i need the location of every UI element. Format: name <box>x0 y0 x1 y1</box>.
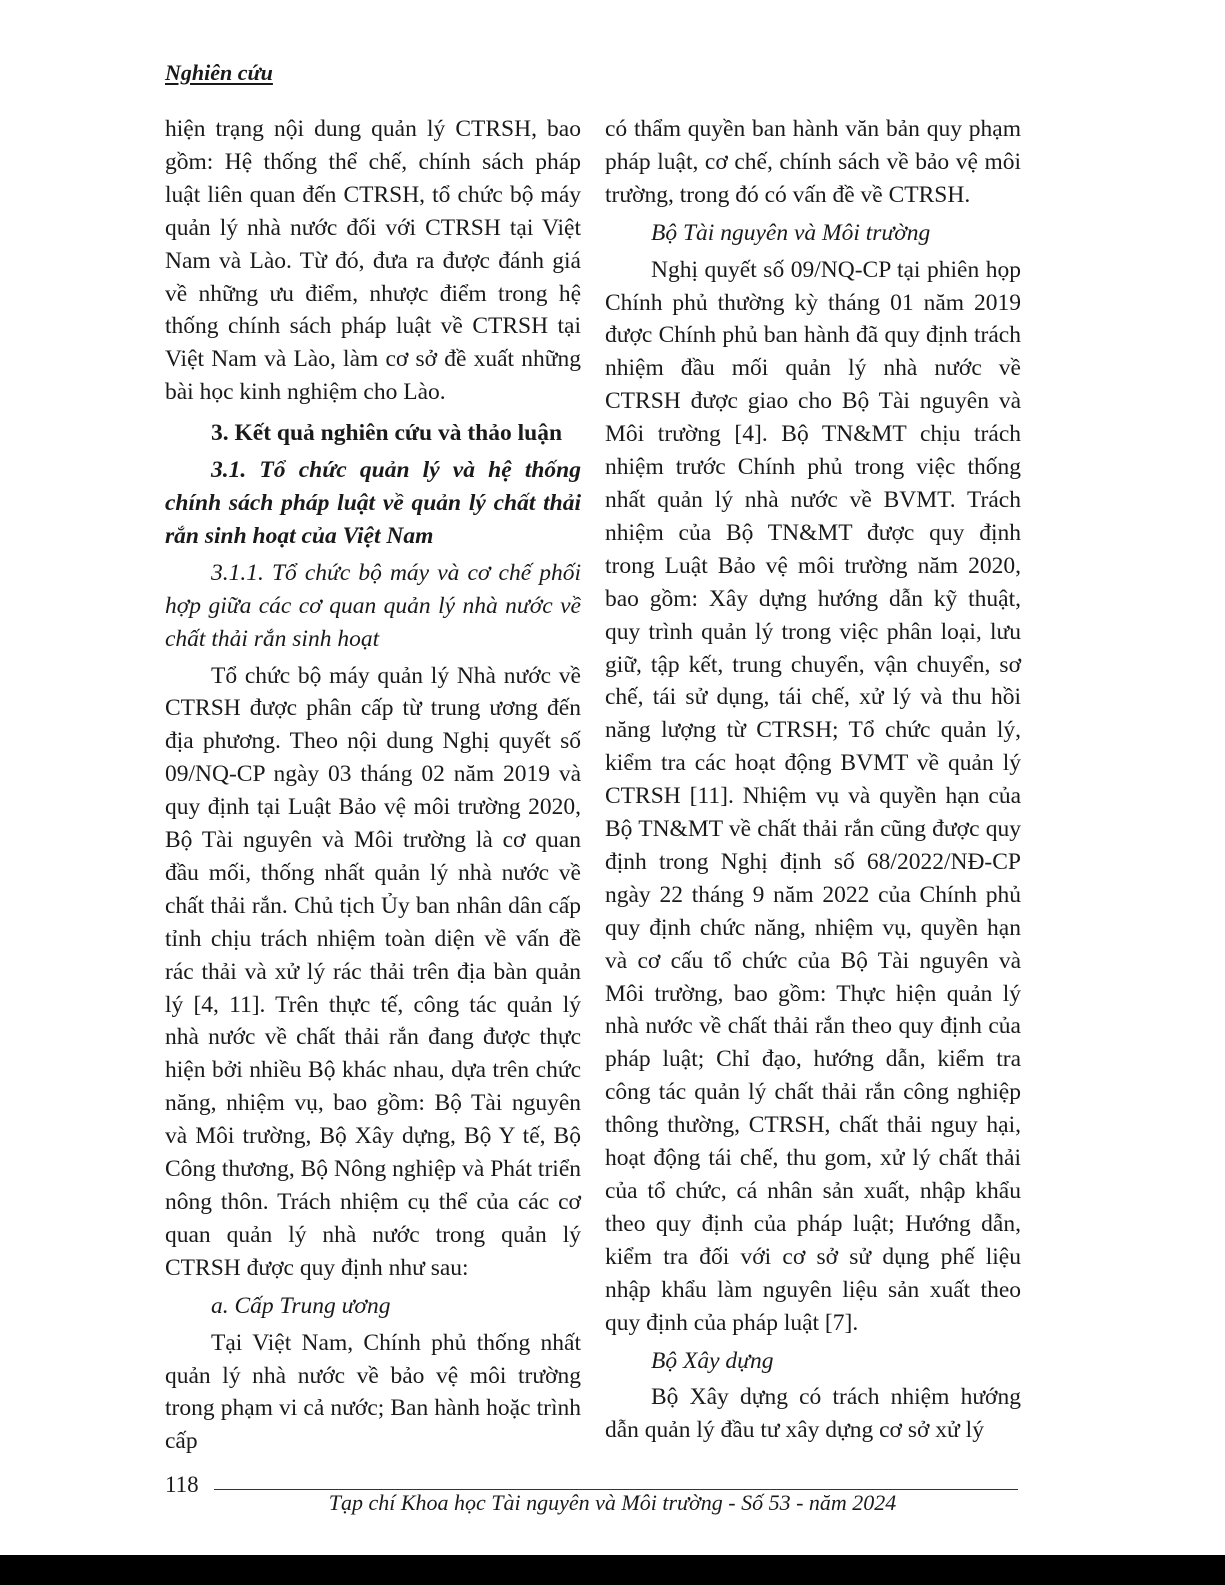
heading-3-1-1: 3.1.1. Tổ chức bộ máy và cơ chế phối hợp giữa các cơ quan quản lý nhà nước về chất thải rắn sinh hoạt <box>165 559 581 652</box>
page-number: 118 <box>165 1472 199 1497</box>
paragraph-organization: Tổ chức bộ máy quản lý Nhà nước về CTRSH được phân cấp từ trung ương đến địa phương. Theo nội dung Nghị quyết số 09/NQ-CP ngày 03 tháng 02 năm 2019 và quy định tại Luật Bảo vệ môi trường 2020, Bộ Tài nguyên và Môi trường là cơ quan đầu mối, thống nhất quản lý nhà nước về chất thải rắn. Chủ tịch Ủy ban nhân dân cấp tỉnh chịu trách nhiệm toàn diện về vấn đề rác thải và xử lý rác thải trên địa bàn quản lý [4, 11]. Trên thực tế, công tác quản lý nhà nước về chất thải rắn đang được thực hiện bởi nhiều Bộ khác nhau, dựa trên chức năng, nhiệm vụ, bao gồm: Bộ Tài nguyên và Môi trường, Bộ Xây dựng, Bộ Y tế, Bộ Công thương, Bộ Nông nghiệp và Phát triển nông thôn. Trách nhiệm cụ thể của các cơ quan quản lý nhà nước trong quản lý CTRSH được quy định như sau: <box>165 662 581 1281</box>
journal-title: Tạp chí Khoa học Tài nguyên và Môi trường - Số 53 - năm 2024 <box>328 1490 897 1515</box>
paragraph-ministry-tnmt: Nghị quyết số 09/NQ-CP tại phiên họp Chính phủ thường kỳ tháng 01 năm 2019 được Chính phủ ban hành đã quy định trách nhiệm đầu mối quản lý nhà nước về CTRSH được giao cho Bộ Tài nguyên và Môi trường [4]. Bộ TN&MT chịu trách nhiệm trước Chính phủ trong việc thống nhất quản lý nhà nước về BVMT. Trách nhiệm của Bộ TN&MT được quy định trong Luật Bảo vệ môi trường năm 2020, bao gồm: Xây dựng hướng dẫn kỹ thuật, quy trình quản lý trong việc phân loại, lưu giữ, tập kết, trung chuyển, vận chuyển, sơ chế, tái sử dụng, tái chế, xử lý và thu hồi năng lượng từ CTRSH; Tổ chức quản lý, kiểm tra các hoạt động BVMT về quản lý CTRSH [11]. Nhiệm vụ và quyền hạn của Bộ TN&MT về chất thải rắn cũng được quy định trong Nghị định số 68/2022/NĐ-CP ngày 22 tháng 9 năm 2022 của Chính phủ quy định chức năng, nhiệm vụ, quyền hạn và cơ cấu tổ chức của Bộ Tài nguyên và Môi trường, bao gồm: Thực hiện quản lý nhà nước về chất thải rắn theo quy định của pháp luật; Chỉ đạo, hướng dẫn, kiểm tra công tác quản lý chất thải rắn công nghiệp thông thường, CTRSH, chất thải nguy hại, hoạt động tái chế, thu gom, xử lý chất thải của tổ chức, cá nhân sản xuất, nhập khẩu theo quy định của pháp luật; Hướng dẫn, kiểm tra đối với cơ sở sử dụng phế liệu nhập khẩu làm nguyên liệu sản xuất theo quy định của pháp luật [7]. <box>605 256 1021 1336</box>
label-central-level: a. Cấp Trung ương <box>211 1292 391 1319</box>
continued-paragraph: có thẩm quyền ban hành văn bản quy phạm pháp luật, cơ chế, chính sách về bảo vệ môi trường, trong đó có vấn đề về CTRSH. <box>605 116 1021 208</box>
bottom-bar <box>0 1555 1225 1585</box>
label-ministry-tnmt: Bộ Tài nguyên và Môi trường <box>651 219 931 246</box>
intro-paragraph: hiện trạng nội dung quản lý CTRSH, bao gồm: Hệ thống thể chế, chính sách pháp luật liên quan đến CTRSH, tổ chức bộ máy quản lý nhà nước đối với CTRSH tại Việt Nam và Lào. Từ đó, đưa ra được đánh giá về những ưu điểm, nhược điểm trong hệ thống chính sách pháp luật về CTRSH tại Việt Nam và Lào, làm cơ sở đề xuất những bài học kinh nghiệm cho Lào. <box>165 116 581 406</box>
right-column <box>605 113 1021 1447</box>
heading-3-1: 3.1. Tổ chức quản lý và hệ thống chính sách pháp luật về quản lý chất thải rắn sinh hoạt của Việt Nam <box>165 457 581 549</box>
label-ministry-construction: Bộ Xây dựng <box>651 1347 774 1374</box>
paragraph-ministry-construction: Bộ Xây dựng có trách nhiệm hướng dẫn quản lý đầu tư xây dựng cơ sở xử lý <box>605 1384 1021 1444</box>
heading-3: 3. Kết quả nghiên cứu và thảo luận <box>211 420 563 447</box>
paragraph-government: Tại Việt Nam, Chính phủ thống nhất quản lý nhà nước về bảo vệ môi trường trong phạm vi cả nước; Ban hành hoặc trình cấp <box>165 1329 581 1455</box>
left-column <box>165 113 581 1458</box>
section-label: Nghiên cứu <box>165 60 273 85</box>
